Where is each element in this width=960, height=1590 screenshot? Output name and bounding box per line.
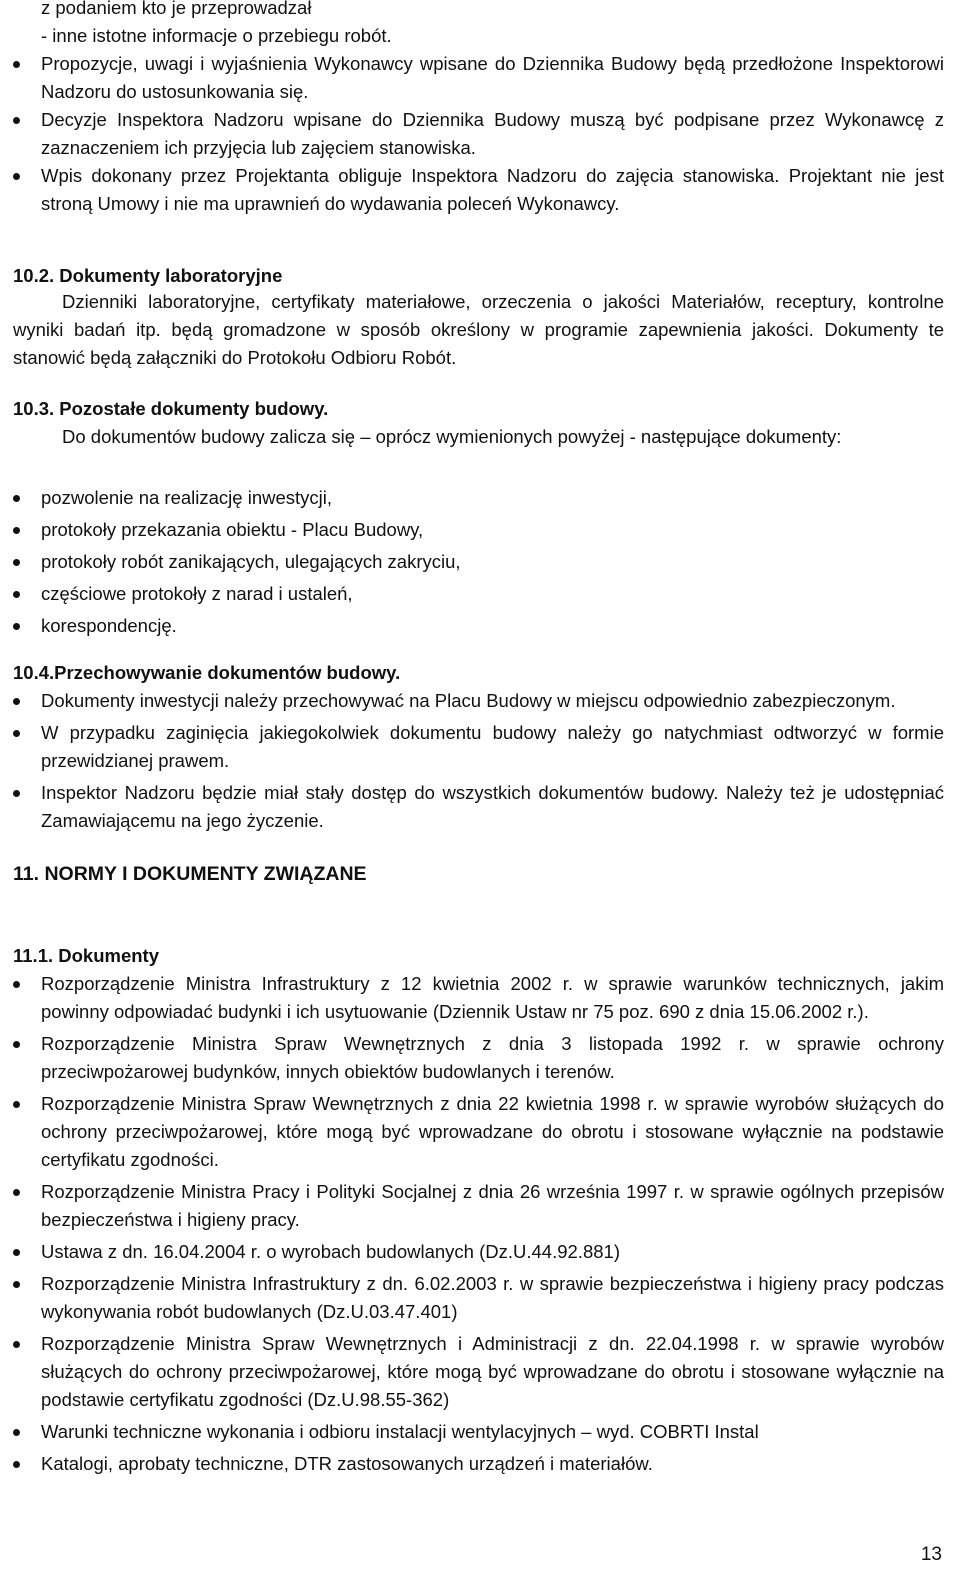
intro-continuation bbox=[41, 0, 944, 50]
list-item: Inspektor Nadzoru będzie miał stały dostęp do wszystkich dokumentów budowy. Należy też je udostępniać Zamawiającemu na jego życzenie. bbox=[0, 779, 960, 835]
bullet-icon bbox=[13, 173, 20, 180]
bullet-icon bbox=[13, 1101, 20, 1108]
storage-rules-list bbox=[0, 687, 960, 835]
list-item: W przypadku zaginięcia jakiegokolwiek dokumentu budowy należy go natychmiast odtworzyć w formie przewidzianej prawem. bbox=[0, 719, 960, 775]
list-item: Dokumenty inwestycji należy przechowywać na Placu Budowy w miejscu odpowiednio zabezpieczonym. bbox=[0, 687, 960, 715]
section-10-4-heading: 10.4.Przechowywanie dokumentów budowy. bbox=[13, 662, 401, 683]
section-10-3-body: Do dokumentów budowy zalicza się – oprócz wymienionych powyżej - następujące dokumenty: bbox=[62, 426, 842, 447]
bullet-icon bbox=[13, 981, 20, 988]
list-item: Rozporządzenie Ministra Infrastruktury z 12 kwietnia 2002 r. w sprawie warunków technicznych, jakim powinny odpowiadać budynki i ich usytuowanie (Dziennik Ustaw nr 75 poz. 690 z dnia 15.06.2002 r.). bbox=[0, 970, 960, 1026]
bullet-icon bbox=[13, 527, 20, 534]
bullet-icon bbox=[13, 790, 20, 797]
list-item: Ustawa z dn. 16.04.2004 r. o wyrobach budowlanych (Dz.U.44.92.881) bbox=[0, 1238, 960, 1266]
list-item: protokoły robót zanikających, ulegających zakryciu, bbox=[0, 548, 960, 576]
list-item: Warunki techniczne wykonania i odbioru instalacji wentylacyjnych – wyd. COBRTI Instal bbox=[0, 1418, 960, 1446]
bullet-icon bbox=[13, 623, 20, 630]
list-item: korespondencję. bbox=[0, 612, 960, 640]
list-item: Katalogi, aprobaty techniczne, DTR zastosowanych urządzeń i materiałów. bbox=[0, 1450, 960, 1478]
list-item: Wpis dokonany przez Projektanta obliguje Inspektora Nadzoru do zajęcia stanowiska. Projektant nie jest stroną Umowy i nie ma uprawnień do wydawania poleceń Wykonawcy. bbox=[0, 162, 960, 218]
bullet-icon bbox=[13, 1041, 20, 1048]
other-documents-list bbox=[0, 484, 960, 640]
reference-documents-list bbox=[0, 970, 960, 1478]
list-item: Rozporządzenie Ministra Pracy i Polityki Socjalnej z dnia 26 września 1997 r. w sprawie ogólnych przepisów bezpieczeństwa i higieny pracy. bbox=[0, 1178, 960, 1234]
bullet-icon bbox=[13, 1281, 20, 1288]
journal-entries-list bbox=[0, 50, 960, 218]
section-10-3-heading: 10.3. Pozostałe dokumenty budowy. bbox=[13, 398, 329, 419]
bullet-icon bbox=[13, 1429, 20, 1436]
bullet-icon bbox=[13, 117, 20, 124]
list-item: Propozycje, uwagi i wyjaśnienia Wykonawcy wpisane do Dziennika Budowy będą przedłożone Inspektorowi Nadzoru do ustosunkowania się. bbox=[0, 50, 960, 106]
list-item: Rozporządzenie Ministra Infrastruktury z dn. 6.02.2003 r. w sprawie bezpieczeństwa i higieny pracy podczas wykonywania robót budowlanych (Dz.U.03.47.401) bbox=[0, 1270, 960, 1326]
section-10-2-body: Dzienniki laboratoryjne, certyfikaty materiałowe, orzeczenia o jakości Materiałów, receptury, kontrolne wyniki badań itp. będą gromadzone w sposób określony w programie zapewnienia jakości. Dokumenty te stanowić będą załączniki do Protokołu Odbioru Robót. bbox=[13, 291, 944, 368]
list-item: Rozporządzenie Ministra Spraw Wewnętrznych z dnia 22 kwietnia 1998 r. w sprawie wyrobów służących do ochrony przeciwpożarowej, które mogą być wprowadzane do obrotu i stosowane wyłącznie na podstawie certyfikatu zgodności. bbox=[0, 1090, 960, 1174]
bullet-icon bbox=[13, 730, 20, 737]
section-10-2-heading: 10.2. Dokumenty laboratoryjne bbox=[13, 265, 283, 286]
bullet-icon bbox=[13, 698, 20, 705]
list-item: Rozporządzenie Ministra Spraw Wewnętrznych z dnia 3 listopada 1992 r. w sprawie ochrony przeciwpożarowej budynków, innych obiektów budowlanych i terenów. bbox=[0, 1030, 960, 1086]
section-11-heading: 11. NORMY I DOKUMENTY ZWIĄZANE bbox=[13, 863, 367, 885]
section-11-1-heading: 11.1. Dokumenty bbox=[13, 945, 160, 966]
list-item: pozwolenie na realizację inwestycji, bbox=[0, 484, 960, 512]
list-item: Rozporządzenie Ministra Spraw Wewnętrznych i Administracji z dn. 22.04.1998 r. w sprawie wyrobów służących do ochrony przeciwpożarowej, które mogą być wprowadzane do obrotu i stosowane wyłącznie na podstawie certyfikatu zgodności (Dz.U.98.55-362) bbox=[0, 1330, 960, 1414]
bullet-icon bbox=[13, 495, 20, 502]
bullet-icon bbox=[13, 591, 20, 598]
bullet-icon bbox=[13, 1341, 20, 1348]
list-item: Decyzje Inspektora Nadzoru wpisane do Dziennika Budowy muszą być podpisane przez Wykonawcę z zaznaczeniem ich przyjęcia lub zajęciem stanowiska. bbox=[0, 106, 960, 162]
intro-line-2: - inne istotne informacje o przebiegu robót. bbox=[41, 25, 392, 46]
page-number: 13 bbox=[920, 1544, 942, 1565]
bullet-icon bbox=[13, 1461, 20, 1468]
bullet-icon bbox=[13, 1249, 20, 1256]
list-item: protokoły przekazania obiektu - Placu Budowy, bbox=[0, 516, 960, 544]
bullet-icon bbox=[13, 1189, 20, 1196]
intro-line-1: z podaniem kto je przeprowadzał bbox=[41, 0, 312, 18]
bullet-icon bbox=[13, 559, 20, 566]
list-item: częściowe protokoły z narad i ustaleń, bbox=[0, 580, 960, 608]
bullet-icon bbox=[13, 61, 20, 68]
